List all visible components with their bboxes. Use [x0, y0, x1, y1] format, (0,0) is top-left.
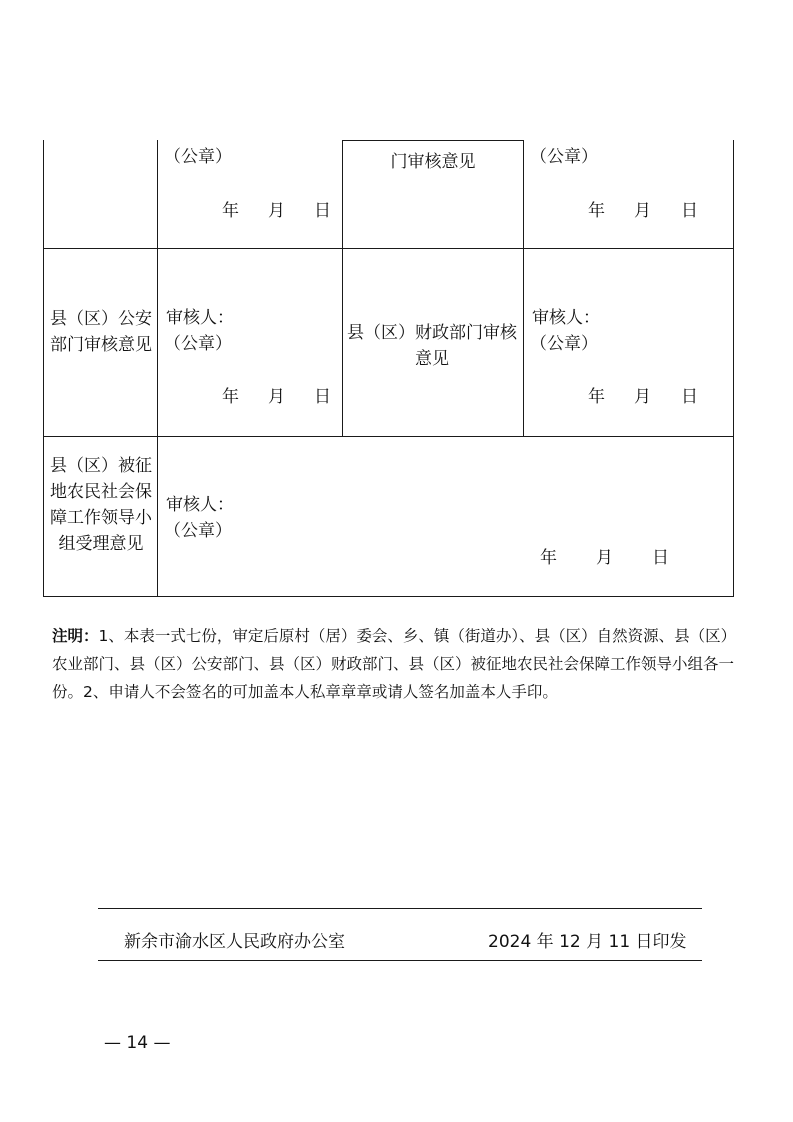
date-day: 日	[681, 387, 698, 407]
page-number: — 14 —	[104, 1033, 171, 1053]
date-day: 日	[314, 201, 331, 221]
col-divider-3	[523, 140, 524, 437]
note-prefix: 注明：	[52, 627, 99, 645]
footer-bottom-rule	[98, 960, 702, 961]
social-security-group-label: 县（区）被征地农民社会保障工作领导小组受理意见	[50, 456, 152, 554]
date-month: 月	[268, 387, 285, 407]
date-month: 月	[634, 201, 651, 221]
date-year: 年	[222, 387, 239, 407]
form-note	[52, 622, 742, 706]
date-year: 年	[588, 201, 605, 221]
row2-seal-left: （公章）	[164, 334, 232, 354]
col-divider-1	[157, 140, 158, 597]
row1-seal-right: （公章）	[530, 147, 598, 167]
row2-seal-right: （公章）	[530, 334, 598, 354]
row3-reviewer: 审核人：	[166, 495, 234, 515]
issue-date: 2024 年 12 月 11 日印发	[488, 932, 687, 952]
date-year: 年	[588, 387, 605, 407]
date-month: 月	[596, 548, 613, 568]
row2-reviewer-right: 审核人：	[532, 308, 600, 328]
police-review-label: 县（区）公安部门审核意见	[50, 309, 152, 355]
footer-top-rule	[98, 908, 702, 909]
date-month: 月	[268, 201, 285, 221]
date-day: 日	[652, 548, 669, 568]
table-right-border	[733, 140, 734, 597]
finance-review-label: 县（区）财政部门审核意见	[347, 323, 517, 369]
table-bottom-border	[43, 596, 734, 597]
row3-seal: （公章）	[164, 521, 232, 541]
date-year: 年	[540, 548, 557, 568]
table-left-border	[43, 140, 44, 597]
date-day: 日	[681, 201, 698, 221]
note-text: 1、本表一式七份，审定后原村（居）委会、乡、镇（街道办）、县（区）自然资源、县（区）农业部门、县（区）公安部门、县（区）财政部门、县（区）被征地农民社会保障工作领导小组各一份。2、申请人不会签名的可加盖本人私章章章或请人签名加盖本人手印。	[52, 627, 737, 701]
issuing-office: 新余市渝水区人民政府办公室	[124, 932, 345, 952]
row-divider-1	[43, 248, 734, 249]
row2-reviewer-left: 审核人：	[166, 308, 234, 328]
date-month: 月	[634, 387, 651, 407]
row1-seal-left: （公章）	[164, 147, 232, 167]
top-mid-label: 门审核意见	[390, 152, 476, 172]
row-divider-2	[43, 436, 734, 437]
date-year: 年	[222, 201, 239, 221]
top-mid-cell-top-border	[342, 140, 524, 141]
date-day: 日	[314, 387, 331, 407]
col-divider-2	[342, 140, 343, 437]
